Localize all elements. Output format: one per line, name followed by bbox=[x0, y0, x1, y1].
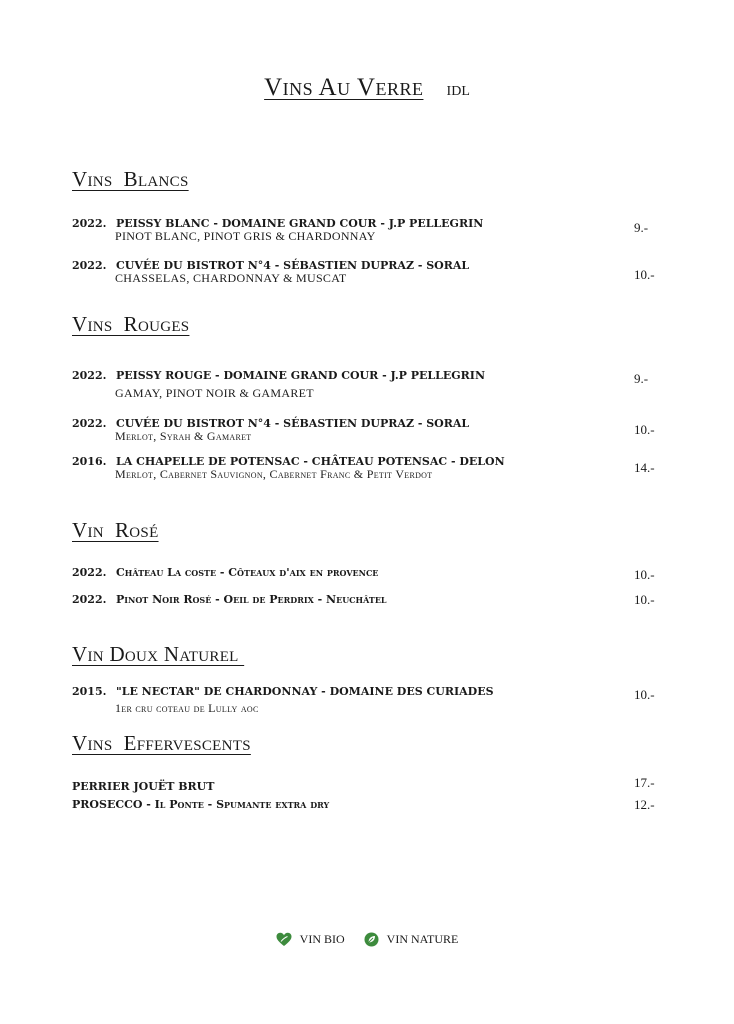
title-sub: IDL bbox=[446, 84, 470, 99]
wine-name bbox=[72, 685, 494, 698]
wine-price: 14.- bbox=[634, 460, 655, 475]
page-title bbox=[0, 74, 734, 102]
wine-price: 17.- bbox=[634, 775, 655, 790]
wine-name bbox=[72, 798, 329, 811]
legend-nature bbox=[364, 932, 459, 947]
wine-grapes: PINOT BLANC, PINOT GRIS & CHARDONNAY bbox=[115, 229, 376, 243]
section-heading-doux: Vin Doux Naturel bbox=[72, 642, 245, 666]
leaf-circle-icon bbox=[364, 932, 379, 947]
wine-year: 2015. bbox=[72, 685, 107, 698]
wine-grapes: CHASSELAS, CHARDONNAY & MUSCAT bbox=[115, 271, 347, 285]
wine-price: 12.- bbox=[634, 797, 655, 812]
wine-title: Pinot Noir Rosé - Oeil de Perdrix - Neuchâtel bbox=[116, 593, 387, 606]
wine-title: "LE NECTAR" DE CHARDONNAY - DOMAINE DES CURIADES bbox=[116, 685, 494, 698]
wine-year: 2022. bbox=[72, 259, 107, 272]
wine-grapes: GAMAY, PINOT NOIR & GAMARET bbox=[115, 386, 314, 400]
wine-year: 2022. bbox=[72, 417, 107, 430]
wine-title: LA CHAPELLE DE POTENSAC - CHÂTEAU POTENSAC - DELON bbox=[116, 455, 505, 468]
wine-title: CUVÉE DU BISTROT N°4 - SÉBASTIEN DUPRAZ - SORAL bbox=[116, 259, 470, 272]
legend-nature-label: VIN NATURE bbox=[386, 932, 459, 946]
legend bbox=[0, 932, 734, 951]
section-heading-blancs: Vins Blancs bbox=[72, 167, 189, 191]
wine-name bbox=[72, 780, 214, 793]
heart-leaf-icon bbox=[276, 932, 292, 947]
wine-price: 10.- bbox=[634, 567, 655, 582]
wine-year: 2022. bbox=[72, 369, 107, 382]
wine-price: 10.- bbox=[634, 687, 655, 702]
title-main: Vins Au Verre bbox=[264, 74, 424, 101]
wine-price: 10.- bbox=[634, 267, 655, 282]
legend-bio bbox=[276, 932, 345, 947]
legend-bio-label: VIN BIO bbox=[299, 932, 345, 946]
wine-price: 10.- bbox=[634, 592, 655, 607]
wine-name bbox=[72, 369, 485, 382]
wine-grapes: Merlot, Syrah & Gamaret bbox=[115, 429, 252, 443]
wine-title: PEISSY BLANC - DOMAINE GRAND COUR - J.P PELLEGRIN bbox=[116, 217, 484, 230]
wine-title: Château La coste - Côteaux d'aix en provence bbox=[116, 566, 379, 579]
section-heading-rouges: Vins Rouges bbox=[72, 312, 190, 336]
wine-price: 9.- bbox=[634, 220, 649, 235]
wine-price: 10.- bbox=[634, 422, 655, 437]
wine-grapes: 1er cru coteau de Lully aoc bbox=[115, 701, 259, 715]
wine-year: 2022. bbox=[72, 217, 107, 230]
section-heading-effervescents: Vins Effervescents bbox=[72, 731, 251, 755]
wine-grapes: Merlot, Cabernet Sauvignon, Cabernet Franc & Petit Verdot bbox=[115, 467, 433, 481]
wine-title: PERRIER JOUËT BRUT bbox=[72, 780, 215, 793]
wine-name bbox=[72, 566, 378, 579]
wine-year: 2022. bbox=[72, 593, 107, 606]
section-heading-rose: Vin Rosé bbox=[72, 518, 159, 542]
wine-year: 2016. bbox=[72, 455, 107, 468]
wine-title: PEISSY ROUGE - DOMAINE GRAND COUR - J.P PELLEGRIN bbox=[116, 369, 486, 382]
wine-price: 9.- bbox=[634, 371, 649, 386]
wine-title: CUVÉE DU BISTROT N°4 - SÉBASTIEN DUPRAZ - SORAL bbox=[116, 417, 470, 430]
wine-title: PROSECCO - Il Ponte - Spumante extra dry bbox=[72, 798, 330, 811]
wine-year: 2022. bbox=[72, 566, 107, 579]
wine-name bbox=[72, 593, 387, 606]
